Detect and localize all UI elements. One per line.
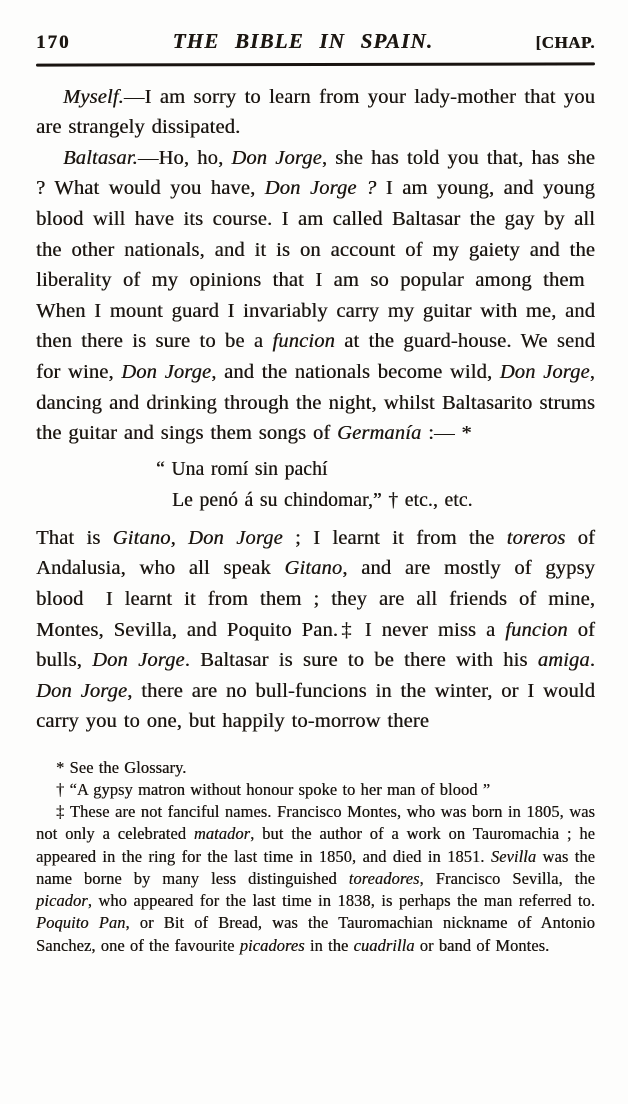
page-number: 170 [36,32,71,53]
running-header [36,29,595,54]
italic-text: Baltasar. [63,146,138,169]
dialogue-paragraph-baltasar: Baltasar.—Ho, ho, Don Jorge, she has told you that, has she ? What would you have, Don Jorge ? I am young, and young blood will have its course. I am called Baltasar the gay by all the other nationals, and it is on account of my gaiety and the liberality of my opinions that I am so popular among them When I mount guard I invariably carry my guitar with me, and then there is sure to be a funcion at the guard-house. We send for wine, Don Jorge, and the nationals become wild, Don Jorge, dancing and drinking through the night, whilst Baltasarito strums the guitar and sings them songs of Germanía :— * [36,146,595,445]
verse-line: Le penó á su chindomar,” † etc., etc. [172,489,473,511]
italic-text: Gitano, Don Jorge [112,526,283,549]
italic-text: Don Jorge [499,360,590,383]
italic-text: Sevilla [490,846,537,866]
running-title: THE BIBLE IN SPAIN. [172,29,434,53]
footnote-bullfighter-names: ‡ These are not fanciful names. Francisco Montes, who was born in 1805, was not only a celebrated matador, but the author of a work on Tauromachia ; he appeared in the ring for the last time in 1850, and died in 1851. Sevilla was the name borne by many less distinguished toreadores, Francisco Sevilla, the picador, who appeared for the last time in 1838, is perhaps the man referred to. Poquito Pan, or Bit of Bread, was the Tauromachian nickname of Antonio Sanchez, one of the favourite picadores in the cuadrilla or band of Montes. [36,802,596,955]
italic-text: Don Jorge [92,649,185,672]
verse-line: “ Una romí sin pachí [156,458,328,480]
italic-text: Germanía [337,422,422,445]
italic-text: picador [36,891,88,911]
italic-text: Poquito Pan [36,913,126,933]
footnote-glossary: * See the Glossary. [56,757,187,777]
italic-text: cuadrilla [353,935,415,955]
italic-text: picadores [239,935,305,955]
italic-text: matador [193,824,251,844]
verse-block [156,454,595,516]
header-rule [36,62,595,66]
italic-text: Don Jorge [36,679,128,702]
footnote-gypsy-matron: † “A gypsy matron without honour spoke to her man of blood ” [56,780,491,800]
italic-text: funcion [272,330,335,353]
italic-text: Don Jorge [231,146,322,169]
italic-text: Don Jorge ? [264,177,377,200]
italic-text: toreadores [348,868,420,888]
italic-text: amiga [537,649,590,672]
italic-text: funcion [505,618,568,641]
footnotes-section [36,757,595,957]
continuation-paragraph: That is Gitano, Don Jorge ; I learnt it from the toreros of Andalusia, who all speak Gitano, and are mostly of gypsy blood I learnt it from them ; they are all friends of mine, Montes, Sevilla, and Poquito Pan.‡ I never miss a funcion of bulls, Don Jorge. Baltasar is sure to be there with his amiga. Don Jorge, there are no bull-funcions in the winter, or I would carry you to one, but happily to-morrow there [36,526,596,733]
dialogue-paragraph-myself: Myself.—I am sorry to learn from your lady-mother that you are strangely dissipated. [36,85,595,139]
italic-text: Don Jorge [121,360,212,383]
body-text [36,82,595,737]
italic-text: Gitano [284,557,343,580]
italic-text: toreros [506,526,566,549]
italic-text: Myself. [63,85,124,108]
chapter-label: [CHAP. [535,33,595,52]
